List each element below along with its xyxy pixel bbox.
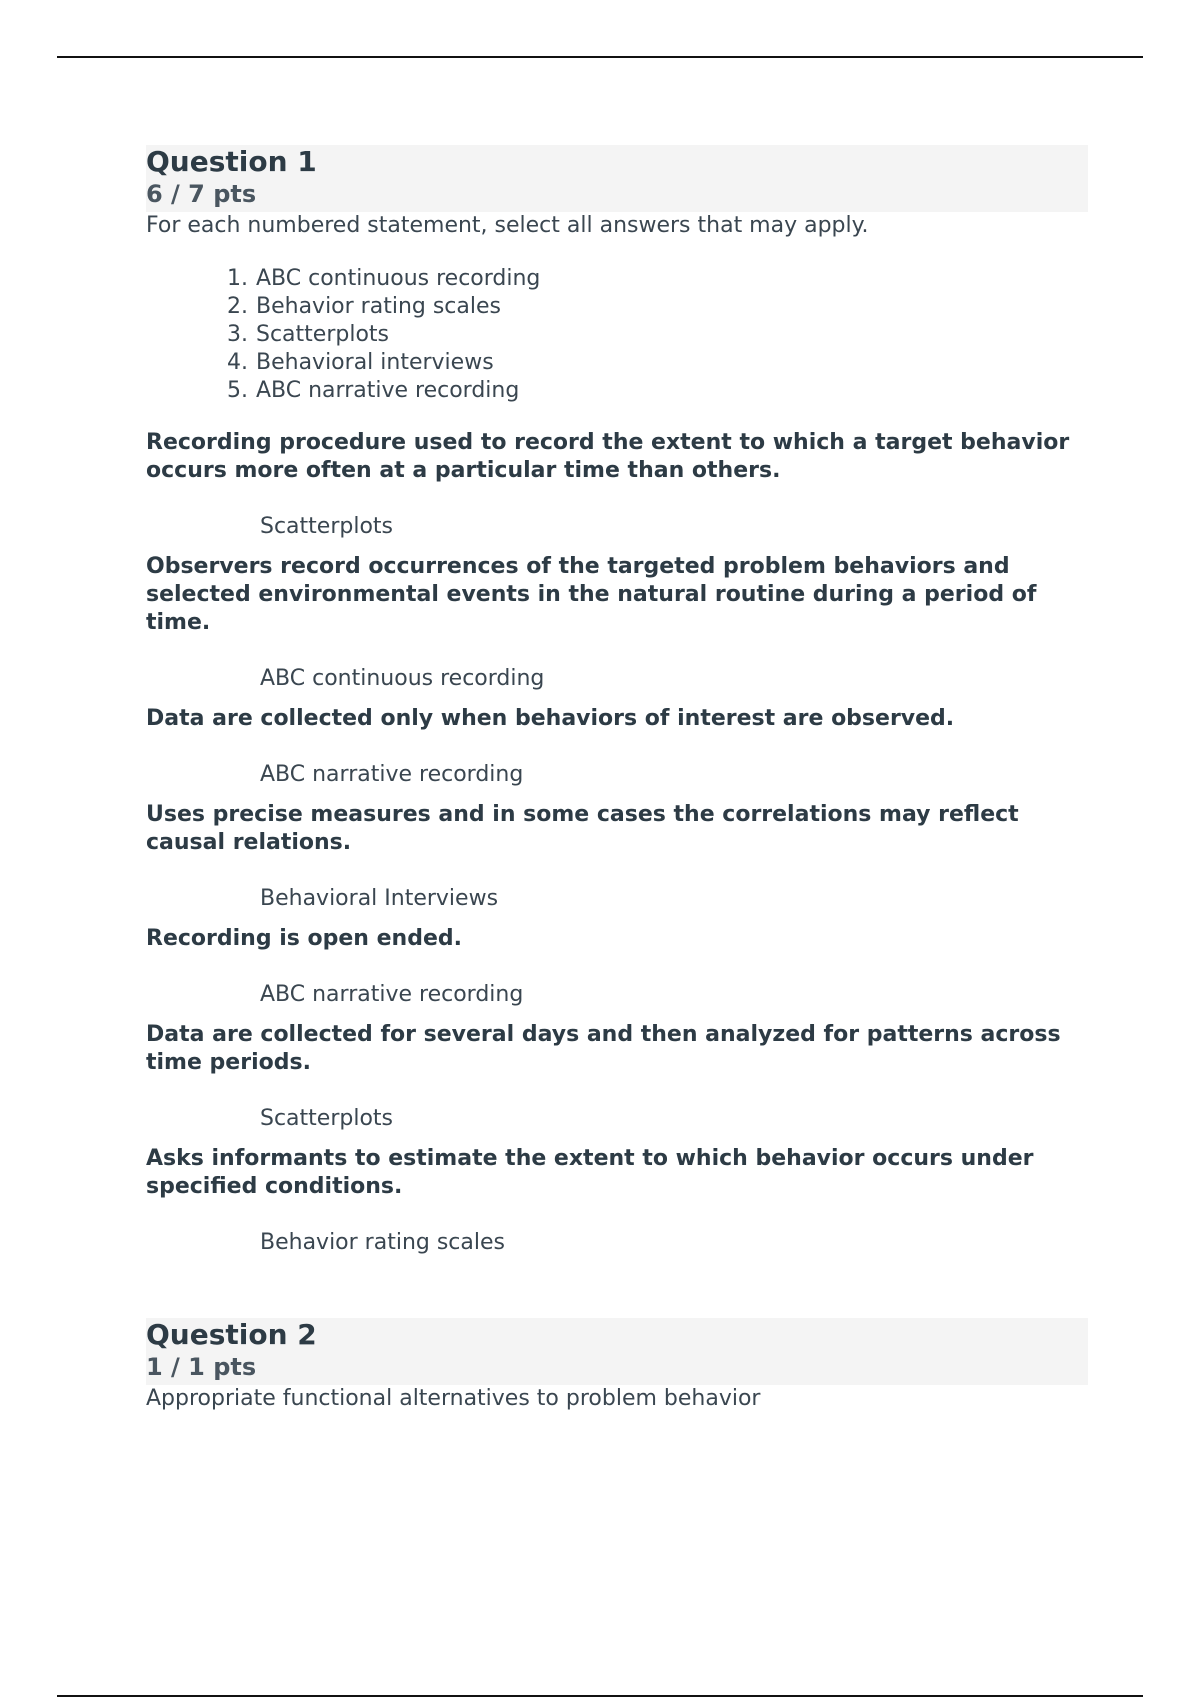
question-2-prompt: Appropriate functional alternatives to problem behavior	[146, 1386, 761, 1411]
statement: Data are collected only when behaviors of interest are observed.	[146, 706, 955, 731]
selected-answer: ABC narrative recording	[260, 762, 524, 787]
selected-answer: Behavioral Interviews	[260, 886, 499, 911]
question-2-points: 1 / 1 pts	[146, 1353, 257, 1381]
question-1-points: 6 / 7 pts	[146, 180, 257, 208]
answer-option: 4. Behavioral interviews	[227, 350, 494, 375]
statement: Data are collected for several days and then analyzed for patterns across time periods.	[146, 1022, 1061, 1075]
question-2-header	[146, 1318, 1088, 1385]
statement: Asks informants to estimate the extent to which behavior occurs under specified conditions.	[146, 1146, 1034, 1199]
statement: Uses precise measures and in some cases the correlations may reflect causal relations.	[146, 802, 1019, 855]
selected-answer: ABC continuous recording	[260, 666, 545, 691]
question-1	[146, 145, 1088, 1257]
bottom-rule	[57, 1695, 1143, 1697]
statement: Observers record occurrences of the targeted problem behaviors and selected environmental events in the natural routine during a period of time.	[146, 554, 1037, 635]
statement-answer-pair	[146, 705, 1088, 789]
question-2	[146, 1318, 1088, 1413]
statement-answer-pair	[146, 1021, 1088, 1133]
answer-option: 5. ABC narrative recording	[227, 378, 520, 403]
question-1-instruction: For each numbered statement, select all answers that may apply.	[146, 213, 869, 238]
answer-options-list	[146, 265, 1088, 405]
statement-answer-pair	[146, 925, 1088, 1009]
statement-answer-pair	[146, 801, 1088, 913]
selected-answer: Behavior rating scales	[260, 1230, 505, 1255]
selected-answer: Scatterplots	[260, 514, 393, 539]
question-1-title: Question 1	[146, 145, 317, 178]
statement-answer-pair	[146, 429, 1088, 541]
selected-answer: ABC narrative recording	[260, 982, 524, 1007]
top-rule	[57, 56, 1143, 58]
statement: Recording procedure used to record the extent to which a target behavior occurs more often at a particular time than others.	[146, 430, 1070, 483]
answer-option: 3. Scatterplots	[227, 322, 389, 347]
question-1-header	[146, 145, 1088, 212]
statement-answer-pair	[146, 1145, 1088, 1257]
statement: Recording is open ended.	[146, 926, 462, 951]
statement-answer-pair	[146, 553, 1088, 693]
question-2-title: Question 2	[146, 1318, 317, 1351]
selected-answer: Scatterplots	[260, 1106, 393, 1131]
answer-option: 1. ABC continuous recording	[227, 266, 541, 291]
answer-option: 2. Behavior rating scales	[227, 294, 501, 319]
